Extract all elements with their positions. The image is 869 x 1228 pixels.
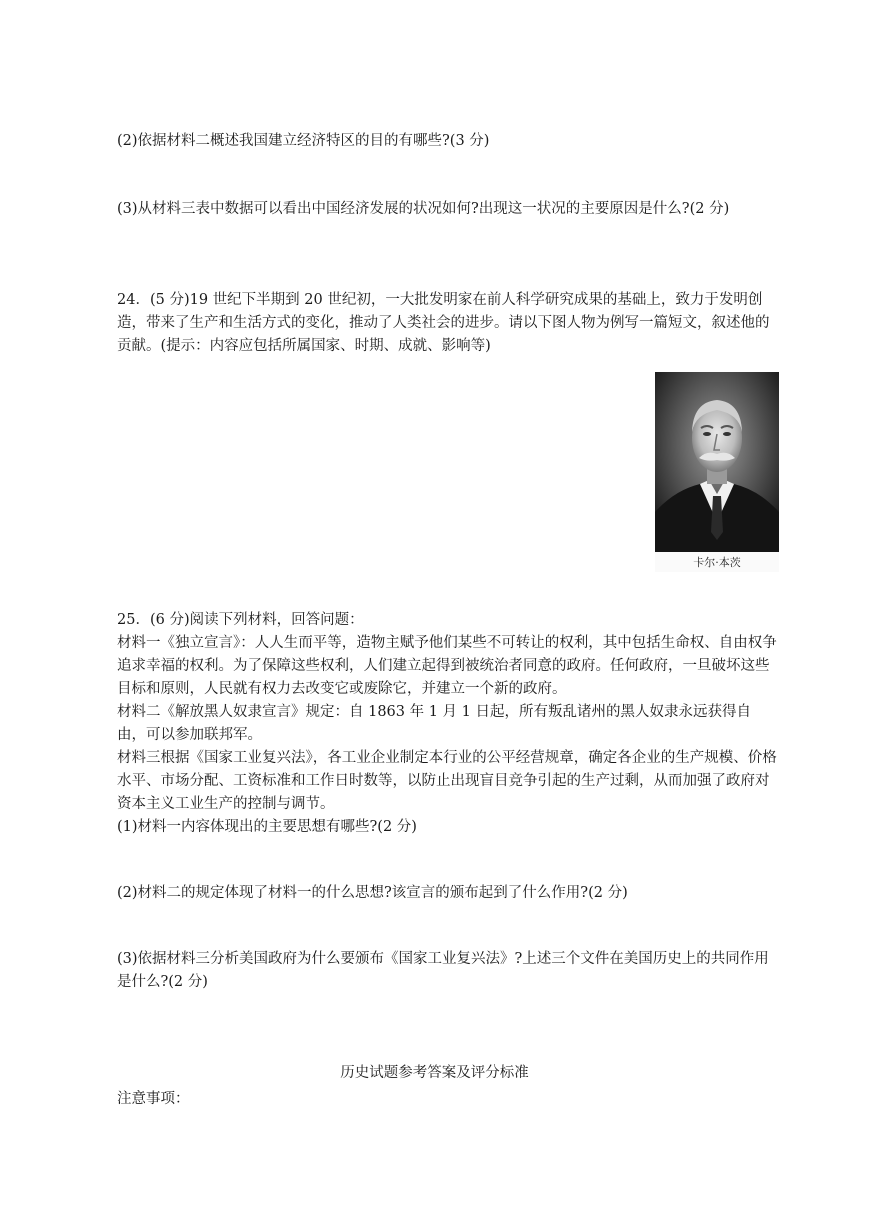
portrait-image <box>655 372 779 552</box>
q25-intro: 25．(6 分)阅读下列材料，回答问题： <box>117 612 364 628</box>
q25-subquestion-1: (1)材料一内容体现出的主要思想有哪些?(2 分) <box>117 819 417 835</box>
q23-subquestion-3: (3)从材料三表中数据可以看出中国经济发展的状况如何?出现这一状况的主要原因是什么?(2 分) <box>117 201 730 217</box>
q25-material-1: 材料一《独立宣言》：人人生而平等，造物主赋予他们某些不可转让的权利，其中包括生命权、自由权争追求幸福的权利。为了保障这些权利，人们建立起得到被统治者同意的政府。任何政府，一旦破坏这些目标和原则，人民就有权力去改变它或废除它，并建立一个新的政府。 <box>117 635 777 697</box>
q25-material-2: 材料二《解放黑人奴隶宣言》规定：自 1863 年 1 月 1 日起，所有叛乱诸州的黑人奴隶永远获得自由，可以参加联邦军。 <box>117 704 752 743</box>
portrait-photo <box>655 372 779 572</box>
q25-subquestion-2: (2)材料二的规定体现了材料一的什么思想?该宣言的颁布起到了什么作用?(2 分) <box>117 885 628 901</box>
q25-material-3: 材料三根据《国家工业复兴法》，各工业企业制定本行业的公平经营规章，确定各企业的生产规模、价格水平、市场分配、工资标准和工作日时数等，以防止出现盲目竞争引起的生产过剩，从而加强了政府对资本主义工业生产的控制与调节。 <box>117 750 777 812</box>
q23-subquestion-2: (2)依据材料二概述我国建立经济特区的目的有哪些?(3 分) <box>117 133 490 149</box>
answer-key-title: 历史试题参考答案及评分标准 <box>340 1065 529 1081</box>
q25-subquestion-3: (3)依据材料三分析美国政府为什么要颁布《国家工业复兴法》?上述三个文件在美国历史上的共同作用是什么?(2 分) <box>117 951 769 990</box>
notes-heading: 注意事项： <box>117 1091 190 1107</box>
portrait-caption: 卡尔·本茨 <box>693 556 741 569</box>
q24-question: 24．(5 分)19 世纪下半期到 20 世纪初，一大批发明家在前人科学研究成果的基础上，致力于发明创造，带来了生产和生活方式的变化，推动了人类社会的进步。请以下图人物为例写一篇短文，叙述他的贡献。(提示：内容应包括所属国家、时期、成就、影响等) <box>117 292 770 354</box>
